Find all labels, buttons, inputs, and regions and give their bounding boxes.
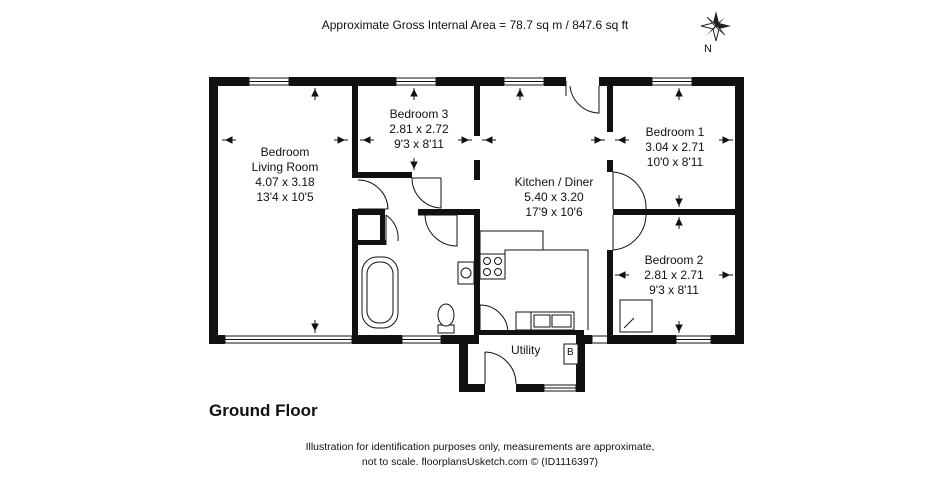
living-name-line2: Living Room bbox=[251, 160, 319, 174]
living-name-line1: Bedroom bbox=[260, 145, 310, 159]
disclaimer-line1: Illustration for identification purposes only, measurements are approximate, bbox=[305, 441, 655, 453]
room-label-bedroom2 bbox=[644, 253, 703, 298]
bedroom2-name: Bedroom 2 bbox=[644, 253, 704, 267]
room-label-living bbox=[252, 145, 319, 205]
bedroom1-name: Bedroom 1 bbox=[645, 125, 705, 139]
disclaimer-line2: not to scale. floorplansUsketch.com © (ID1116397) bbox=[361, 456, 599, 468]
bedroom1-metric: 3.04 x 2.71 bbox=[645, 140, 705, 154]
room-label-bedroom1 bbox=[645, 125, 704, 170]
bedroom2-metric: 2.81 x 2.71 bbox=[644, 268, 704, 282]
bedroom3-name: Bedroom 3 bbox=[389, 107, 449, 121]
compass-rose-icon bbox=[701, 11, 731, 41]
bedroom3-metric: 2.81 x 2.72 bbox=[389, 122, 449, 136]
boiler-label: B bbox=[567, 347, 574, 358]
floor-title: Ground Floor bbox=[209, 401, 318, 420]
disclaimer bbox=[0, 440, 950, 470]
living-imperial: 13'4 x 10'5 bbox=[256, 190, 314, 204]
room-label-kitchen bbox=[515, 175, 594, 220]
room-label-bedroom3 bbox=[389, 107, 448, 152]
bedroom2-imperial: 9'3 x 8'11 bbox=[649, 283, 699, 297]
living-metric: 4.07 x 3.18 bbox=[255, 175, 315, 189]
north-label: N bbox=[704, 43, 712, 55]
kitchen-name: Kitchen / Diner bbox=[514, 175, 594, 189]
room-label-utility: Utility bbox=[511, 343, 541, 357]
kitchen-imperial: 17'9 x 10'6 bbox=[525, 205, 583, 219]
bedroom3-imperial: 9'3 x 8'11 bbox=[394, 137, 444, 151]
bedroom1-imperial: 10'0 x 8'11 bbox=[646, 155, 704, 169]
gross-area-heading: Approximate Gross Internal Area = 78.7 sq m / 847.6 sq ft bbox=[321, 18, 629, 32]
kitchen-metric: 5.40 x 3.20 bbox=[524, 190, 584, 204]
